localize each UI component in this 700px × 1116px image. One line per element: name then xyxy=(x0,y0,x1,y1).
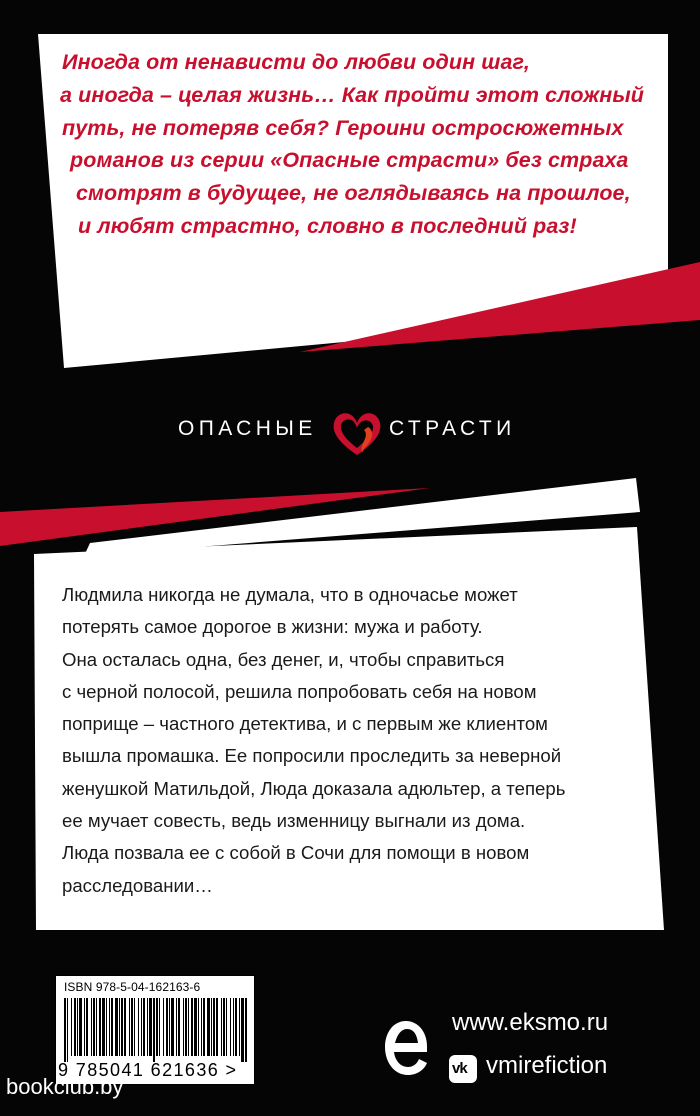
barcode-bar xyxy=(245,998,247,1062)
barcode-bar xyxy=(131,998,133,1056)
description-line: расследовании… xyxy=(62,874,213,896)
barcode-bar xyxy=(91,998,92,1056)
barcode-bar xyxy=(191,998,193,1056)
barcode-bar xyxy=(233,998,234,1056)
barcode-bar xyxy=(166,998,168,1056)
barcode-bar xyxy=(211,998,212,1056)
tagline-line: путь, не потеряв себя? Героини остросюжетных xyxy=(62,115,624,140)
barcode-bar xyxy=(216,998,218,1056)
barcode-bar xyxy=(111,998,113,1056)
barcode-bar xyxy=(124,998,126,1056)
barcode-bar xyxy=(129,998,130,1056)
description-line: Люда позвала ее с собой в Сочи для помощи в новом xyxy=(62,842,530,864)
barcode-bar xyxy=(213,998,215,1056)
barcode-bar xyxy=(171,998,174,1056)
barcode-bar xyxy=(138,998,139,1056)
barcode-bar xyxy=(143,998,145,1056)
barcode-bar xyxy=(223,998,225,1056)
description-line: женушкой Матильдой, Люда доказала адюльтер, а теперь xyxy=(62,777,566,799)
barcode-bar xyxy=(194,998,197,1056)
description-line: ее мучает совесть, ведь изменницу выгнали из дома. xyxy=(62,810,526,832)
barcode-bar xyxy=(176,998,177,1056)
description-line: Она осталась одна, без денег, и, чтобы справиться xyxy=(62,648,505,670)
barcode-bar xyxy=(221,998,222,1056)
barcode-bar xyxy=(79,998,82,1056)
barcode-bar xyxy=(207,998,210,1056)
series-logo xyxy=(0,405,700,465)
barcode-bar xyxy=(149,998,152,1056)
description-line: с черной полосой, решила попробовать себя на новом xyxy=(62,680,537,702)
barcode-bar xyxy=(64,998,66,1062)
barcode-bar xyxy=(183,998,184,1056)
barcode-bar xyxy=(188,998,189,1056)
description-line: поприще – частного детектива, и с первым же клиентом xyxy=(62,713,548,735)
tagline-line: смотрят в будущее, не оглядываясь на прошлое, xyxy=(76,181,631,206)
barcode-digits: 9 785041 621636 > xyxy=(58,1060,238,1080)
isbn-label: ISBN 978-5-04-162163-6 xyxy=(64,980,201,994)
barcode-bar xyxy=(241,998,244,1062)
barcode-bar xyxy=(153,998,155,1062)
barcode-bar xyxy=(147,998,148,1056)
barcode-bar xyxy=(96,998,97,1056)
tagline xyxy=(62,46,662,243)
series-word-1: ОПАСНЫЕ xyxy=(178,417,317,440)
description-line: потерять самое дорогое в жизни: мужа и работу. xyxy=(62,616,483,638)
barcode-bar xyxy=(201,998,202,1056)
barcode-bar xyxy=(134,998,135,1056)
barcode-bar xyxy=(109,998,110,1056)
tagline-line: и любят страстно, словно в последний раз! xyxy=(78,213,577,238)
barcode-bar xyxy=(102,998,105,1056)
barcode-bar xyxy=(198,998,199,1056)
vk-badge-label: vk xyxy=(452,1060,467,1077)
barcode-bar xyxy=(239,998,240,1056)
barcode-bar xyxy=(67,998,68,1062)
barcode xyxy=(55,975,255,1085)
barcode-bar xyxy=(84,998,85,1056)
barcode-bar xyxy=(159,998,160,1056)
barcode-bar xyxy=(185,998,187,1056)
barcode-bar xyxy=(178,998,180,1056)
publisher-site[interactable]: www.eksmo.ru xyxy=(452,1009,609,1036)
barcode-bar xyxy=(119,998,120,1056)
barcode-bar xyxy=(203,998,205,1056)
barcode-bar xyxy=(230,998,231,1056)
barcode-bar xyxy=(86,998,88,1056)
barcode-bar xyxy=(77,998,78,1056)
barcode-bar xyxy=(169,998,170,1056)
description xyxy=(62,579,652,902)
barcode-bar xyxy=(115,998,118,1056)
barcode-bar xyxy=(156,998,158,1056)
barcode-bar xyxy=(121,998,123,1056)
vk-handle[interactable]: vmirefiction xyxy=(486,1052,608,1079)
tagline-line: Иногда от ненависти до любви один шаг, xyxy=(62,50,530,74)
barcode-bar xyxy=(163,998,164,1056)
heart-icon xyxy=(328,405,386,463)
vk-icon[interactable] xyxy=(449,1055,477,1083)
barcode-bar xyxy=(226,998,227,1056)
eksmo-logo-icon xyxy=(381,1017,431,1079)
barcode-bar xyxy=(93,998,95,1056)
barcode-bar xyxy=(141,998,142,1056)
barcode-bar xyxy=(106,998,107,1056)
barcode-bar xyxy=(99,998,101,1056)
tagline-line: романов из серии «Опасные страсти» без страха xyxy=(70,148,629,173)
barcode-bars xyxy=(62,998,248,1062)
barcode-bar xyxy=(235,998,237,1056)
watermark: bookclub.by xyxy=(6,1074,124,1099)
series-word-2: СТРАСТИ xyxy=(389,417,516,440)
description-line: Людмила никогда не думала, что в одночасье может xyxy=(62,584,518,605)
barcode-bar xyxy=(71,998,72,1056)
description-line: вышла промашка. Ее попросили проследить за неверной xyxy=(62,745,562,767)
tagline-line: а иногда – целая жизнь… Как пройти этот сложный xyxy=(60,82,645,107)
barcode-bar xyxy=(74,998,76,1056)
